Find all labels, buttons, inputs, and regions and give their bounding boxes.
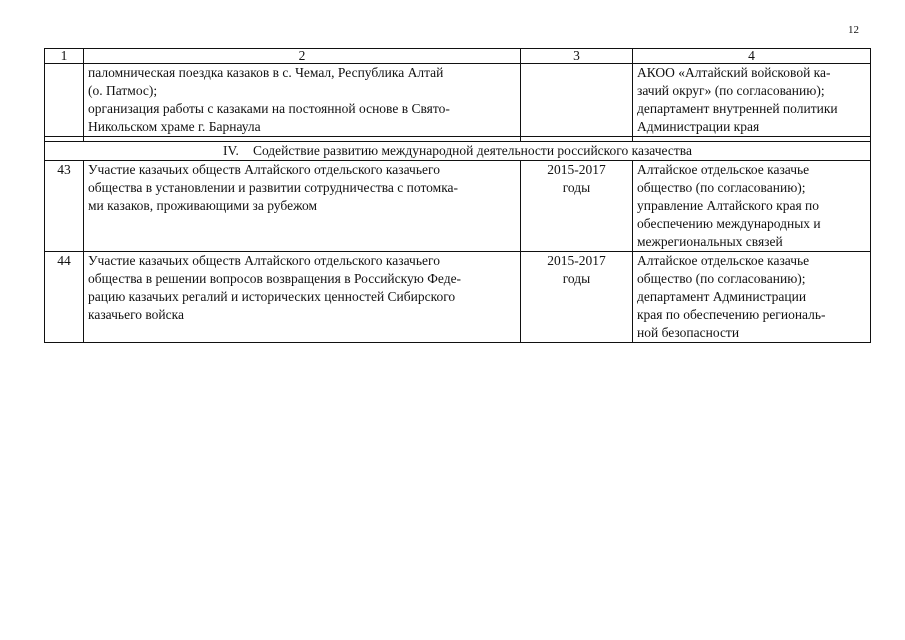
event-line: общества в решении вопросов возвращения в Российскую Феде- <box>88 271 462 286</box>
row-number-cell <box>45 64 84 137</box>
term-line: 2015-2017 <box>547 162 606 177</box>
term-line: годы <box>562 180 591 195</box>
executor-line: края по обеспечению региональ- <box>637 307 826 322</box>
executor-line: АКОО «Алтайский войсковой ка- <box>637 65 831 80</box>
section-header-row <box>45 142 871 161</box>
executor-cell <box>633 64 871 137</box>
event-cell <box>84 161 521 252</box>
table-row <box>45 161 871 252</box>
executor-line: Алтайское отдельское казачье <box>637 162 810 177</box>
event-line: Никольском храме г. Барнаула <box>88 119 261 134</box>
executor-line: департамент Администрации <box>637 289 807 304</box>
executor-line: общество (по согласованию); <box>637 180 806 195</box>
executor-line: межрегиональных связей <box>637 234 783 249</box>
column-number-row <box>45 49 871 64</box>
column-number-4: 4 <box>633 49 871 64</box>
event-line: казачьего войска <box>88 307 184 322</box>
event-cell <box>84 64 521 137</box>
section-number: IV. <box>223 143 239 158</box>
term-cell <box>521 252 633 343</box>
event-line: ми казаков, проживающими за рубежом <box>88 198 318 213</box>
executor-line: обеспечению международных и <box>637 216 821 231</box>
executor-line: зачий округ» (по согласованию); <box>637 83 825 98</box>
term-cell <box>521 64 633 137</box>
table-row-continuation <box>45 64 871 137</box>
term-cell <box>521 161 633 252</box>
table-row <box>45 252 871 343</box>
executor-line: департамент внутренней политики <box>637 101 838 116</box>
event-cell <box>84 252 521 343</box>
row-number: 44 <box>45 252 84 343</box>
page-number: 12 <box>848 24 859 36</box>
executor-line: Администрации края <box>637 119 760 134</box>
row-number: 43 <box>45 161 84 252</box>
event-line: Участие казачьих обществ Алтайского отдельского казачьего <box>88 162 440 177</box>
event-line: Участие казачьих обществ Алтайского отдельского казачьего <box>88 253 440 268</box>
column-number-2: 2 <box>84 49 521 64</box>
column-number-3: 3 <box>521 49 633 64</box>
executor-cell <box>633 252 871 343</box>
event-line: (о. Патмос); <box>88 83 158 98</box>
column-number-1: 1 <box>45 49 84 64</box>
event-line: общества в установлении и развитии сотрудничества с потомка- <box>88 180 459 195</box>
term-line: 2015-2017 <box>547 253 606 268</box>
executor-line: Алтайское отдельское казачье <box>637 253 810 268</box>
event-line: паломническая поездка казаков в с. Чемал, Республика Алтай <box>88 65 444 80</box>
section-title: Содействие развитию международной деятельности российского казачества <box>252 143 692 158</box>
executor-line: общество (по согласованию); <box>637 271 806 286</box>
event-line: рацию казачьих регалий и исторических ценностей Сибирского <box>88 289 456 304</box>
executor-cell <box>633 161 871 252</box>
event-line: организация работы с казаками на постоянной основе в Свято- <box>88 101 450 116</box>
term-line: годы <box>562 271 591 286</box>
activities-table <box>44 48 871 343</box>
section-title-cell <box>45 142 871 161</box>
executor-line: ной безопасности <box>637 325 740 340</box>
executor-line: управление Алтайского края по <box>637 198 820 213</box>
